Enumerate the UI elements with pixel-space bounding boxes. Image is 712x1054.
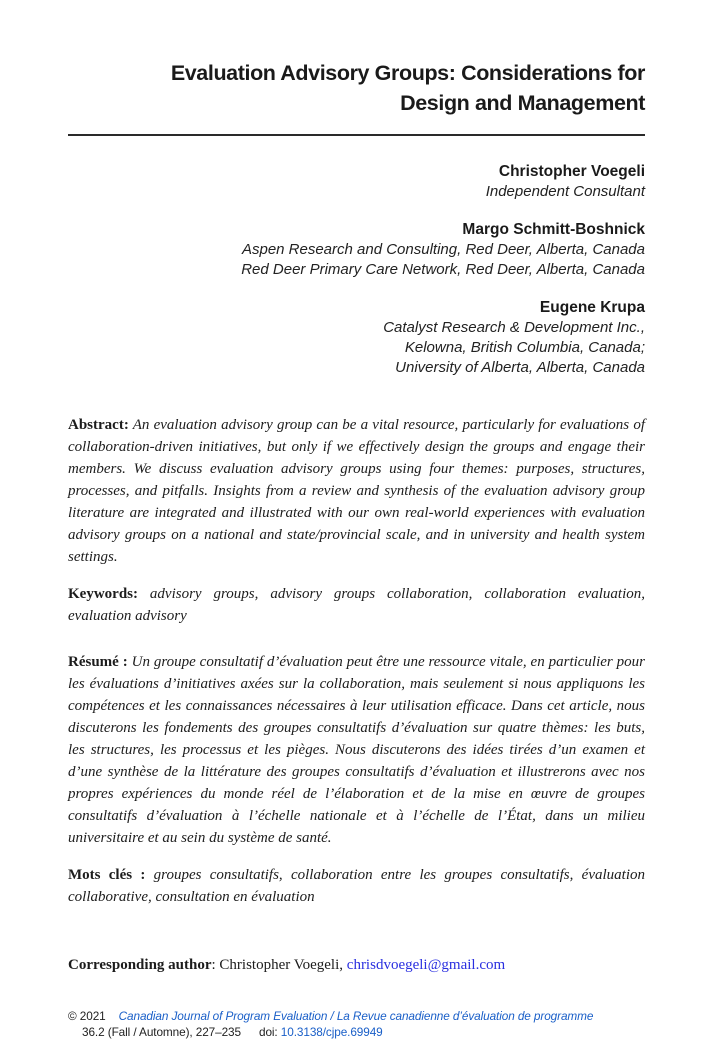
article-title-line2: Design and Management (400, 91, 645, 116)
author-affiliation: University of Alberta, Alberta, Canada (395, 359, 645, 377)
corresponding-author-label: Corresponding author (68, 957, 212, 974)
author-block (68, 162, 645, 378)
author-affiliation: Catalyst Research & Development Inc., (383, 319, 645, 337)
author-affiliation: Independent Consultant (485, 183, 645, 201)
corresponding-author-name: : Christopher Voegeli, (211, 957, 347, 974)
author-affiliation: Aspen Research and Consulting, Red Deer, Alberta, Canada (241, 241, 645, 259)
article-title-line1: Evaluation Advisory Groups: Considerations for (170, 61, 645, 86)
mots-cles-paragraph (68, 864, 645, 908)
abstract-label: Abstract: (68, 417, 129, 434)
author-name: Christopher Voegeli (498, 163, 645, 181)
author-affiliation: Red Deer Primary Care Network, Red Deer, Alberta, Canada (241, 261, 645, 279)
author-name: Margo Schmitt-Boshnick (462, 221, 645, 239)
issue-pages: 36.2 (Fall / Automne), 227–235 (82, 1025, 241, 1039)
author-schmitt-boshnick (68, 220, 645, 280)
author-krupa (68, 298, 645, 378)
resume-paragraph (68, 651, 645, 849)
author-name: Eugene Krupa (539, 299, 645, 317)
journal-footer (68, 1008, 652, 1040)
keywords-text: advisory groups, advisory groups collaboration, collaboration evaluation, evaluation advisory (68, 586, 645, 625)
footer-line-issue (68, 1024, 652, 1040)
mots-cles-text: groupes consultatifs, collaboration entre les groupes consultatifs, évaluation collaborative, consultation en évaluation (68, 867, 645, 906)
resume-label: Résumé : (68, 654, 128, 671)
abstract-paragraph (68, 414, 645, 568)
doi-label: doi: (258, 1025, 281, 1039)
keywords-label: Keywords: (68, 586, 138, 603)
author-voegeli (68, 162, 645, 202)
footer-line-copyright (68, 1008, 652, 1024)
corresponding-author-email-link[interactable]: chrisdvoegeli@gmail.com (346, 957, 506, 974)
copyright-notice: © 2021 (68, 1009, 106, 1023)
author-affiliation: Kelowna, British Columbia, Canada; (404, 339, 645, 357)
title-divider-rule (68, 134, 645, 136)
journal-title-link[interactable]: Canadian Journal of Program Evaluation / La Revue canadienne d’évaluation de programme (118, 1009, 594, 1023)
corresponding-author-line (68, 954, 645, 976)
mots-cles-label: Mots clés : (68, 867, 146, 884)
article-title (68, 58, 645, 118)
keywords-paragraph (68, 583, 645, 627)
resume-text: Un groupe consultatif d’évaluation peut être une ressource vitale, en particulier pour les évaluations d’initiatives axées sur la collaboration, mais seulement si nous appliquons les compétences et les connaissances nécessaires à leur utilisation efficace. Dans cet article, nous discuterons les fondements des groupes consultatifs d’évaluation sur quatre thèmes: les buts, les structures, les processus et les pièges. Nous discuterons des idées tirées d’un examen et d’une synthèse de la littérature des groupes consultatifs d’évaluation et illustrerons avec nos propres expériences du monde réel de l’élaboration et de la mise en œuvre de groupes consultatifs d’évaluation à l’échelle nationale et à l’échelle de l’État, dans un milieu universitaire et au sein du système de santé. (68, 654, 645, 847)
abstract-text: An evaluation advisory group can be a vital resource, particularly for evaluations of collaboration-driven initiatives, but only if we effectively design the groups and engage their members. We discuss evaluation advisory groups using four themes: purposes, structures, processes, and pitfalls. Insights from a review and synthesis of the evaluation advisory group literature are integrated and illustrated with our own real-world experiences with evaluation advisory groups on a national and state/provincial scale, and in university and health system settings. (68, 417, 645, 566)
doi-link[interactable]: 10.3138/cjpe.69949 (280, 1025, 383, 1039)
